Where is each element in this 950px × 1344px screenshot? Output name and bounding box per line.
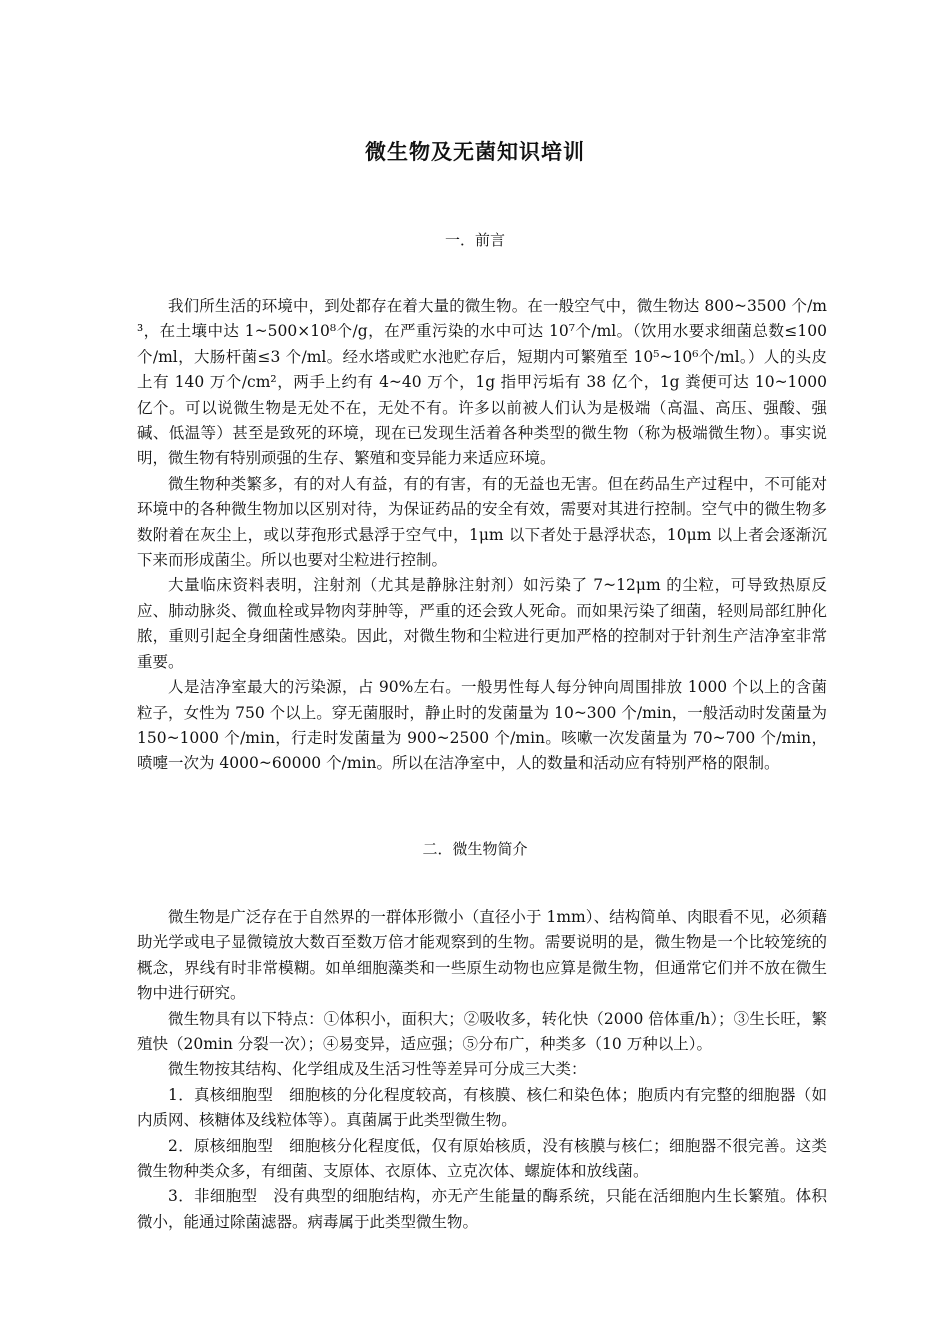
paragraph: 大量临床资料表明，注射剂（尤其是静脉注射剂）如污染了 7~12μm 的尘粒，可导致热原反应、肺动脉炎、微血栓或异物肉芽肿等，严重的还会致人死命。而如果污染了细菌，轻则局部红肿化脓，重则引起全身细菌性感染。因此，对微生物和尘粒进行更加严格的控制对于针剂生产洁净室非常重要。 bbox=[137, 576, 827, 671]
paragraph: 微生物是广泛存在于自然界的一群体形微小（直径小于 1mm）、结构简单、肉眼看不见，必须藉助光学或电子显微镜放大数百至数万倍才能观察到的生物。需要说明的是，微生物是一个比较笼统的概念，界线有时非常模糊。如单细胞藻类和一些原生动物也应算是微生物，但通常它们并不放在微生物中进行研究。 bbox=[137, 908, 827, 1003]
list-item: 2．原核细胞型 细胞核分化程度低，仅有原始核质，没有核膜与核仁；细胞器不很完善。这类微生物种类众多，有细菌、支原体、衣原体、立克次体、螺旋体和放线菌。 bbox=[137, 1136, 827, 1181]
paragraph-lead: 微生物按其结构、化学组成及生活习性等差异可分成三大类： bbox=[168, 1060, 587, 1079]
paragraph: 微生物具有以下特点：①体积小，面积大；②吸收多，转化快（2000 倍体重/h）；③生长旺，繁殖快（20min 分裂一次）；④易变异，适应强；⑤分布广，种类多（10 万种以上）。 bbox=[137, 1009, 827, 1054]
section-body-preface bbox=[137, 294, 827, 777]
document-title: 微生物及无菌知识培训 bbox=[365, 139, 585, 164]
section-heading-microbes: 二．微生物简介 bbox=[422, 840, 528, 858]
list-item: 1．真核细胞型 细胞核的分化程度较高，有核膜、核仁和染色体；胞质内有完整的细胞器（如内质网、核糖体及线粒体等）。真菌属于此类型微生物。 bbox=[137, 1085, 827, 1130]
list-item: 3．非细胞型 没有典型的细胞结构，亦无产生能量的酶系统，只能在活细胞内生长繁殖。体积微小，能通过除菌滤器。病毒属于此类型微生物。 bbox=[137, 1187, 827, 1231]
paragraph: 微生物种类繁多，有的对人有益，有的有害，有的无益也无害。但在药品生产过程中，不可能对环境中的各种微生物加以区别对待，为保证药品的安全有效，需要对其进行控制。空气中的微生物多数附着在灰尘上，或以芽孢形式悬浮于空气中，1μm 以下者处于悬浮状态，10μm 以上者会逐渐沉下来而形成菌尘。所以也要对尘粒进行控制。 bbox=[137, 474, 827, 570]
paragraph: 我们所生活的环境中，到处都存在着大量的微生物。在一般空气中，微生物达 800~3500 个/m³，在土壤中达 1~500×10⁸个/g，在严重污染的水中可达 10⁷个/ml。（饮用水要求细菌总数≤100 个/ml，大肠杆菌≤3 个/ml。经水塔或贮水池贮存后，短期内可繁殖至 10⁵~10⁶个/ml。）人的头皮上有 140 万个/cm²，两手上约有 4~40 万个，1g 指甲污垢有 38 亿个，1g 粪便可达 10~1000 亿个。可以说微生物是无处不在，无处不有。许多以前被人们认为是极端（高温、高压、强酸、强碱、低温等）甚至是致死的环境，现在已发现生活着各种类型的微生物（称为极端微生物）。事实说明，微生物有特别顽强的生存、繁殖和变异能力来适应环境。 bbox=[137, 297, 827, 468]
section-heading-preface: 一．前言 bbox=[444, 231, 505, 249]
paragraph: 人是洁净室最大的污染源，占 90%左右。一般男性每人每分钟向周围排放 1000 个以上的含菌粒子，女性为 750 个以上。穿无菌服时，静止时的发菌量为 10~300 个/min，一般活动时发菌量为 150~1000 个/min，行走时发菌量为 900~2500 个/min。咳嗽一次发菌量为 70~700 个/min，喷嚏一次为 4000~60000 个/min。所以在洁净室中，人的数量和活动应有特别严格的限制。 bbox=[137, 678, 827, 773]
section-body-microbes bbox=[137, 905, 827, 1235]
